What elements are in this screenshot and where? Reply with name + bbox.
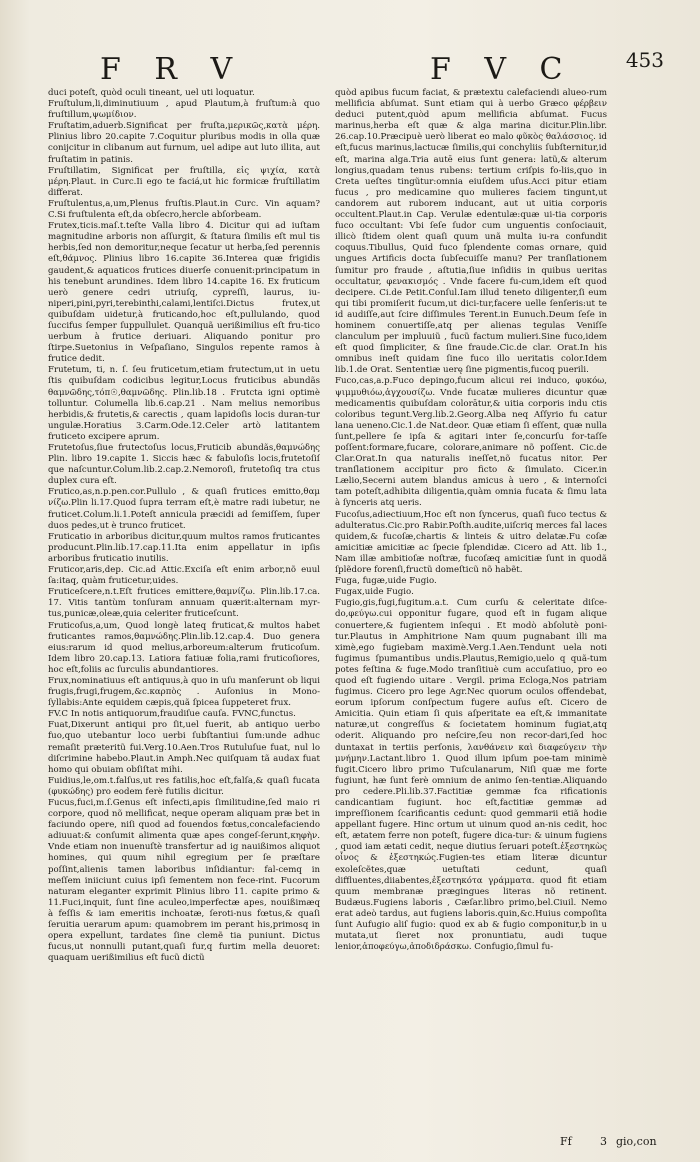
dictionary-entry: quòd apibus fucum faciat, & prætextu calefaciendi alueo-rum mellificia abſumat. Sunt etiam qui à uerbo Græco φέρβειν deduci putent,quòd apum mellificia abſumat. Fucus marinus,herba eſt quæ & alga marina dicitur.Plin.libr. 26.cap.10.Præcipuè uerò liberat eo malo φῦκὸς θαλάσσιος. id eſt,fucus marinus,lactucæ ſimilis,qui conchyliis ſubſternitur,id eſt, marina alga.Tria autē eius ſunt genera: latũ,& alterum longius,quadam tenus rubens: tertium criſpis fo-liis,quo in Creta ueſtes tingũtur:omnia eiuſdem uſus.Acci pitur etiam fucus , pro medicamine quo mulieres faciem tingunt,ut candorem aut ruborem inducant, aut ut uitia corporis occultent.Plaut.in Cap. Verulæ edentulæ:quæ ui-tia corporis fuco occultant: Vbi ſeſe ſudor cum unguentis conſociauit, illicò ſtidem olent quaſi quum unã multa iu-ra confundit coquus.Tibullus, Quid fuco ſplendente comas ornare, quid ungues Artificis docta ſubſecuiſſe manu? Per tranſlationem ſumitur pro fraude , aſtutia,ſiue inſidiis in quibus ueritas occultatur, φενακισμός . Vnde facere fu-cum,idem eſt quod decipere. Ci.de Petit.Conſul.Iam illud teneto diligenter,ſi eum qui tibi promiſerit fucum,ut dici-tur,facere uelle ſenſeris:ut te id audiſſe,aut ſcire diſſimules Terent.in Eunuch.Deum ſeſe in hominem conuertiſſe,atq per alienas tegulas Veniſſe clanculum per impluuiũ , fucũ factum mulieri.Sine fuco,idem eſt quod ſimpliciter, & ſine fraude.Cic.de clar. Orat.In his omnibus ineſt quidam ſine fuco illo ueritatis color.Idem lib.1.de Orat. Sententiæ uerę ſine pigmentis,fucoq puerili. xyxy=(335,88,607,376)
dictionary-entry: Fugax,uide Fugio. xyxy=(335,587,414,598)
page-number: 453 xyxy=(625,48,664,72)
dictionary-entry: Fugio,gis,fugi,fugitum.a.t. Cum curſu & celeritate diſce-do,φεύγω.cui opponitur fugare, quod eſt in fugam alique conuertere,& fugientem inſequi . Et modò abſolutè poni-tur.Plautus in Amphitrione Nam quum pugnabant illi ma ximè,ego fugiebam maximè.Verg.1.Aen.Tendunt uela noti fugimus ſpumantibus undis.Plautus,Remigio,uelo q quã-tum potes feſtina & fuge.Modo tranſitiuè cum accuſatiuo, pro eo quod eſt fugiendo uitare . Vergil. prima Ecloga,Nos patriam fugimus. Cicero pro lege Agr.Nec quorum oculos offendebat, eorum ipſorum conſpectum fugere auſus eſt. Cicero de Amicitia. Quin etiam ſi quis aſperitate ea eſt,& immanitate naturæ,ut congreſſus & ſocietatem hominum fugiat,atq oderit. Aliquando pro neſcire,ſeu non recor-dari,ſed hoc duntaxat in tertiis perſonis, λανθάνειν καὶ διαφεύγειν τὴν μνήμην.Lactant.libro 1. Quod illum ipſum poe-tam minimè fugit.Cicero libro primo Tuſculanarum, Niſi quæ me forte fugiunt, hæ ſunt ferè omnium de animo ſen-tentiæ.Aliquando pro cedere.Pli.lib.37.Factitiæ gemmæ fca rificationis candicantiam fugiunt. hoc eſt,factitiæ gemmæ ad impreſſionem ſcarificantis cedunt: quod gemmarii etiã hodie appellant fugere. Hinc ortum ut uinum quod an-nis cedit, hoc eſt, ætatem ferre non poteſt, fugere dica-tur: & uinum fugiens , quod iam ætati cedit, neque diutius ſeruari poteſt.ἐξεστηκὼς οἶνος & ἐξεστηκώς.Fugien-tes etiam literæ dicuntur exoleſcẽtes,quæ uetuſtati cedunt, quaſi diffluentes,diiabentes,ἐξεστηκότα γράμματα. quod fit etiam quum membranæ prægingues literas nõ retinent. Budæus.Fugiens laboris , Cæſar.libro primo,bel.Ciuil. Nemo erat adeò tardus, aut fugiens laboris.quin,&c.Huius compoſita ſunt Aufugio aliſ fugio: quod ex ab & fugio componitur,b in u mutata,ut ſieret nox pronuntiatu, audi tuque lenior,ἀποφεύγω,ἀποδιδράσκω. Confugio,ſimul fu- xyxy=(335,598,607,953)
catchword: gio,con xyxy=(616,1135,657,1148)
dictionary-entry: Fruticor,aris,dep. Cic.ad Attic.Exciſa eſt enim arbor,nõ euul ſa:itaq, quàm fruticetur,uides. xyxy=(48,565,320,587)
left-column xyxy=(48,88,320,1138)
dictionary-entry: Fruticoſus,a,um, Quod longè lateq fruticat,& multos habet fruticantes ramos,θαμνώδης.Plin.lib.12.cap.4. Duo genera eius:rarum id quod melius,arboreum:alterum fruticoſum. Idem libro 20.cap.13. Latiora fatiuæ folia,rami fruticoſiores, hoc eſt,foliis ac ſurculis abundantiores. xyxy=(48,620,320,675)
dictionary-entry: Frutex,ticis.maſ.t.teſte Valla libro 4. Dicitur qui ad iuſtam magnitudine arboris non aſſurgit, & ſtatura ſimilis eſt mul tis herbis,ſed non demoritur,neque ſecatur ut herba,ſed perennis eſt,θάμνος. Plinius libro 16.capite 36.Interea quæ frigidis gaudent,& aquaticos frutices diuerſe conuenit:principatum in his tenebunt arundines. Idem libro 14.capite 16. Ex fruticum uerò genere cedri utriuſq, cypreſſi, laurus, iu-niperi,pini,pyri,terebinthi,calami,lentiſci.Dictus frutex,ut quibuſdam uidetur,à fruticando,hoc eſt,pullulando, quod ſuccifus ſemper ſuppullulet. Quanquã uerißimilius eſt fru-tico uerbum à frutice deriuari. Aliquando ponitur pro ſtirpe.Suetonius in Veſpaſiano, Singulos repente ramos à frutice dedit. xyxy=(48,221,320,365)
dictionary-entry: duci poteſt, quòd oculi tineant, uel uti loquatur. xyxy=(48,88,255,98)
running-header xyxy=(60,44,670,87)
dictionary-entry: Fruſtulum,li,diminutiuum , apud Plautum,à fruſtum:à quo fruſtillum,ψωμίδιον. xyxy=(48,99,320,121)
dictionary-entry: Fucus,fuci,m.ſ.Genus eſt inſecti,apis ſimilitudine,ſed maio ri corpore, quod nõ mellificat, neque operam aliquam præ bet in faciundo opere, niſi quod ad fouendos fœtus,concalefaciendo adiuuat:& conſumit alimenta quæ apes congeſ-ſerunt,κηφὴν. Vnde etiam non inuenuſtè transfertur ad ig nauißimos aliquot homines, qui quum nihil egregium per ſe præſtare poſſint,alienis tamen laboribus inſidiantur: fal-cemq in meſſem iniiciunt cuius ipſi ſementem non fece-rint. Fucorum naturam eleganter exprimit Plinius libro 11. capite primo & 11.Fuci,inquit, ſunt ſine aculeo,imperfectæ apes, nouißimæq à feſſis & iam emeritis inchoatæ, ſeroti-nus fœtus,& quaſi ſeruitia uerarum apum: quamobrem im perant his,primosq in opera expellunt, tardates ſine clemẽ tia puniunt. Dictus fucus,ut nonnulli putant,quaſi fur,q furtim mella deuoret: quaquam uerißimilius eſt fucũ dictũ xyxy=(48,798,320,964)
header-right-letters: F V C xyxy=(430,52,575,87)
dictionary-entry: Frutetum, ti, n. ſ. ſeu fruticetum,etiam frutectum,ut in uetu ſtis quibuſdam codicibus legitur,Locus fruticibus abundãs θαμνῶδης,τόπ☉,θαμνῶδης. Plin.lib.18 . Frutcta igni optimè tolluntur. Columella lib.6.cap.21 . Nam melius nemoribus herbidis,& frutetis,& carectis , quam lapidoſis locis duran-tur ungulæ.Horatius 3.Carm.Ode.12.Celer artò latitantem fruticeto excipere aprum. xyxy=(48,365,320,442)
right-column xyxy=(335,88,607,1088)
dictionary-entry: Fruticeſcere,n.t.Eſt frutices emittere,θαμνίζω. Plin.lib.17.ca. 17. Vitis tantùm tonſuram annuam quærit:alternam myr-tus,punicæ,oleæ,quia celeriter fruticeſcunt. xyxy=(48,587,320,620)
dictionary-entry: Fruticatio in arboribus dicitur,quum multos ramos fruticantes producunt.Plin.lib.17.cap.11.Ita enim appellatur in ipſis arboribus fruticatio inutilis. xyxy=(48,531,320,564)
dictionary-entry: Fuidius,le,om.t.falſus,ut res fatilis,hoc eſt,falſa,& quaſi fucata (φυκώδης) pro eodem ferè futilis dicitur. xyxy=(48,775,320,797)
signature-mark: Ff xyxy=(560,1135,572,1148)
dictionary-entry: Frutetoſus,ſiue frutectoſus locus,Fruticib abundãs,θαμνώδης Plin. libro 19.capite 1. Siccis hæc & fabuloſis locis,frutetoſiſ que naſcuntur.Colum.lib.2.cap.2.Nemoroſi, frutetoſiq tra ctus duplex cura eſt. xyxy=(48,443,320,487)
header-left-letters: F R V xyxy=(100,52,245,87)
dictionary-entry: Fruſtatim,aduerb.Significat per fruſta,μερικῶς,κατὰ μέρη. Plinius libro 20.capite 7.Coquitur pluribus modis in olla quæ conijcitur in clibanum aut furnum, uel adipe aut luto illita, aut fruſtatim in patinis. xyxy=(48,121,320,165)
dictionary-entry: Fuga, fugæ,uide Fugio. xyxy=(335,576,437,587)
signature-number: 3 xyxy=(600,1135,607,1148)
dictionary-entry: Fruſtillatim, Significat per fruſtilla, εἰς ψιχία, κατὰ μέρη.Plaut. in Curc.Ii ego te faciá,ut hic formicæ fruſtillatim differat. xyxy=(48,165,320,198)
dictionary-entry: Fruſtulentus,a,um,Plenus fruſtis.Plaut.in Curc. Vin aquam? C.Si fruſtulenta eſt,da obſecro,hercle abſorbeam. xyxy=(48,198,320,221)
dictionary-entry: Fuco,cas,a.p.Fuco depingo,fucum alicui rei induco, φυκόω, ψιμμυθιόω,ἀγχουσίζω. Vnde fucatæ mulieres dicuntur quæ medicamentis quibuſdam colorātur,& uitia corporis indu ctis coloribus tegunt.Verg.lib.2.Georg.Alba neq Aſſyrio fu catur lana ueneno.Cic.1.de Nat.deor. Quæ etiam ſi eſſent, quæ nulla ſunt,pellere ſe ipſa & agitari inter ſe,concurſu for-taſſe poſſent:formare,fucare, colorare,animare nõ poſſent. Cic.de Clar.Orat.In qua naturalis ineſſet,nõ fucatus nitor. Per tranſlationem accipitur pro ficto & ſimulato. Cicer.in Lælio,Secerni autem blandus amicus à uero , & internoſci tam poteſt,adhibita diligentia,quàm omnia fucata & ſimu lata à ſynceris atq ueris. xyxy=(335,376,607,509)
page-footer xyxy=(560,1135,680,1151)
dictionary-entry: Fuat,Dixerunt antiqui pro ſit,uel fuerit, ab antiquo uerbo fuo,quo utebantur loco uerbi ſubſtantiui ſum:unde adhuc remaſit præteritũ fui.Verg.10.Aen.Tros Rutuluſue fuat, nul lo diſcrimine habebo.Plaut.in Amph.Nec quiſquam tã audax fuat homo qui obuiam obſiſtat mihi. xyxy=(48,720,320,775)
dictionary-entry: FV.C In notis antiquorum,fraudiſue cauſa. FVNC,functus. xyxy=(48,709,296,720)
dictionary-entry: Fucoſus,adiectiuum,Hoc eſt non ſyncerus, quaſi fuco tectus & adulteratus.Cic.pro Rabir.Poſth.audite,uiſcriq merces fal laces quidem,& fucoſæ,chartis & linteis & uitro delatæ.Fu coſæ amicitiæ amicitiæ ac ſpecie ſplendidæ. Cicero ad Att. lib 1., Nam illæ ambitioſæ noſtræ, fucoſæq amicitiæ ſunt in quodã ſplẽdore forenſi,fructũ domeſticũ nõ habẽt. xyxy=(335,509,607,576)
dictionary-entry: Frutico,as,n.p.pen.cor.Pullulo , & quaſi frutices emitto,θαμ νίζω.Plin li.17.Quod ſupra terram eſt,è matre radi iubetur, ne fruticet.Colum.li.1.Poteſt annicula præcidi ad ſemiſſem, ſuper duos pedes,ut è trunco fruticet. xyxy=(48,487,320,531)
dictionary-entry: Frux,nominatiuus eſt antiquus,à quo in uſu manſerunt ob liqui frugis,frugi,frugem,&c.καρπὸς . Auſonius in Mono-ſyllabis:Ante equidem cæpis,quã ſpicea ſuppeteret frux. xyxy=(48,675,320,709)
